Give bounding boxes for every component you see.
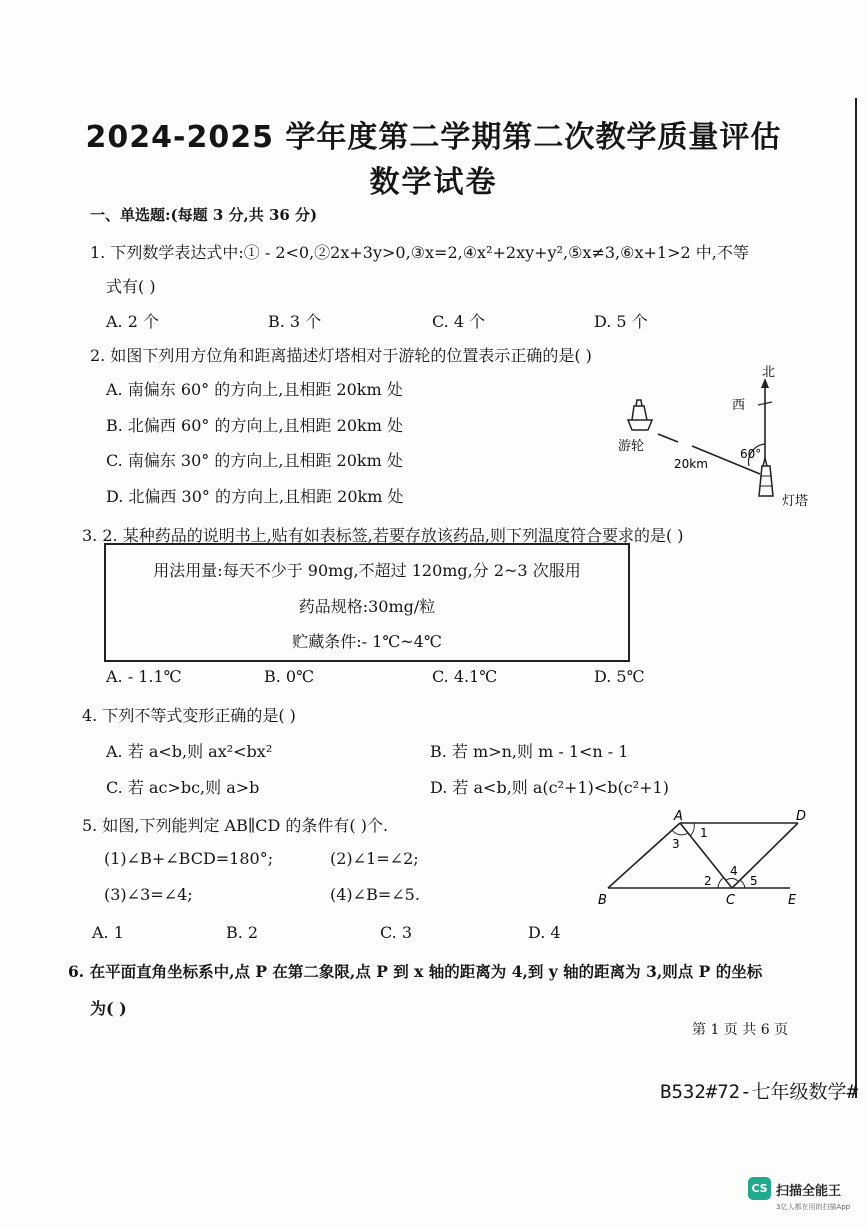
scanner-tagline: 3亿人都在用的扫描App (776, 1203, 851, 1211)
q1-stem-line2: 式有( ) (106, 277, 156, 296)
angle-4-label: 4 (730, 864, 738, 878)
q5-option-c: C. 3 (380, 923, 413, 942)
parallel-lines-figure (590, 808, 820, 910)
q6-stem-line2: 为( ) (90, 999, 127, 1018)
q5-condition-4: (4)∠B=∠5. (330, 885, 420, 904)
lighthouse-icon (759, 458, 773, 496)
point-b-label: B (598, 893, 607, 908)
q2-option-c: C. 南偏东 30° 的方向上,且相距 20km 处 (106, 451, 403, 470)
q2-stem: 2. 如图下列用方位角和距离描述灯塔相对于游轮的位置表示正确的是( ) (90, 346, 592, 365)
q1-option-a: A. 2 个 (106, 312, 159, 331)
point-e-label: E (788, 893, 797, 908)
point-d-label: D (796, 809, 807, 824)
scanner-logo-icon: CS (748, 1177, 771, 1200)
q1-option-b: B. 3 个 (268, 312, 322, 331)
q3-option-d: D. 5℃ (594, 667, 645, 686)
bearing-figure (600, 362, 830, 512)
medicine-label-box (104, 543, 630, 662)
ship-icon (628, 400, 652, 430)
segment-ab (608, 823, 680, 888)
q3-option-b: B. 0℃ (264, 667, 315, 686)
distance-label: 20km (674, 457, 708, 471)
label-dosage: 用法用量:每天不少于 90mg,不超过 120mg,分 2~3 次服用 (153, 561, 581, 580)
section-heading: 一、单选题:(每题 3 分,共 36 分) (90, 206, 318, 224)
q2-option-b: B. 北偏西 60° 的方向上,且相距 20km 处 (106, 416, 403, 435)
point-c-label: C (726, 893, 736, 908)
q1-stem-line1: 1. 下列数学表达式中:① - 2<0,②2x+3y>0,③x=2,④x²+2xy+y²,⑤x≠3,⑥x+1>2 中,不等 (90, 243, 749, 262)
q2-option-a: A. 南偏东 60° 的方向上,且相距 20km 处 (106, 380, 403, 399)
lighthouse-label: 灯塔 (782, 494, 809, 509)
q4-option-a: A. 若 a<b,则 ax²<bx² (106, 742, 273, 761)
q4-stem: 4. 下列不等式变形正确的是( ) (82, 706, 296, 725)
q4-option-b: B. 若 m>n,则 m - 1<n - 1 (430, 742, 629, 761)
q5-stem: 5. 如图,下列能判定 AB∥CD 的条件有( )个. (82, 816, 389, 835)
q4-option-d: D. 若 a<b,则 a(c²+1)<b(c²+1) (430, 778, 669, 797)
footer-code: B532#72-七年级数学# (660, 1081, 858, 1103)
exam-title: 2024-2025 学年度第二学期第二次教学质量评估 (85, 120, 782, 155)
angle-label: 60° (740, 447, 762, 461)
north-label: 北 (762, 365, 776, 380)
q5-option-a: A. 1 (92, 923, 124, 942)
q2-option-d: D. 北偏西 30° 的方向上,且相距 20km 处 (106, 487, 404, 506)
angle-3-label: 3 (672, 837, 680, 851)
page-number: 第 1 页 共 6 页 (692, 1022, 789, 1038)
q1-option-d: D. 5 个 (594, 312, 648, 331)
q3-stem: 3. 2. 某种药品的说明书上,贴有如表标签,若要存放该药品,则下列温度符合要求的是( ) (82, 526, 684, 545)
ship-label: 游轮 (618, 439, 645, 454)
segment-cd (732, 823, 798, 888)
angle-2-label: 2 (704, 874, 712, 888)
q1-option-c: C. 4 个 (432, 312, 486, 331)
page-edge-line (855, 98, 857, 1098)
west-label: 西 (732, 398, 746, 413)
q5-option-d: D. 4 (528, 923, 561, 942)
q3-option-c: C. 4.1℃ (432, 667, 498, 686)
scanner-name: 扫描全能王 (776, 1184, 842, 1199)
q6-stem-line1: 6. 在平面直角坐标系中,点 P 在第二象限,点 P 到 x 轴的距离为 4,到 y 轴的距离为 3,则点 P 的坐标 (68, 962, 763, 981)
q5-condition-3: (3)∠3=∠4; (104, 885, 193, 904)
angle-5-label: 5 (750, 874, 758, 888)
q3-option-a: A. - 1.1℃ (106, 667, 182, 686)
point-a-label: A (674, 809, 683, 824)
label-storage: 贮藏条件:- 1℃~4℃ (292, 632, 442, 651)
q4-option-c: C. 若 ac>bc,则 a>b (106, 778, 260, 797)
angle-1-label: 1 (700, 826, 708, 840)
label-spec: 药品规格:30mg/粒 (298, 597, 436, 616)
q5-condition-1: (1)∠B+∠BCD=180°; (104, 849, 274, 868)
q5-option-b: B. 2 (226, 923, 259, 942)
q5-condition-2: (2)∠1=∠2; (330, 849, 419, 868)
exam-subtitle: 数学试卷 (369, 165, 498, 200)
